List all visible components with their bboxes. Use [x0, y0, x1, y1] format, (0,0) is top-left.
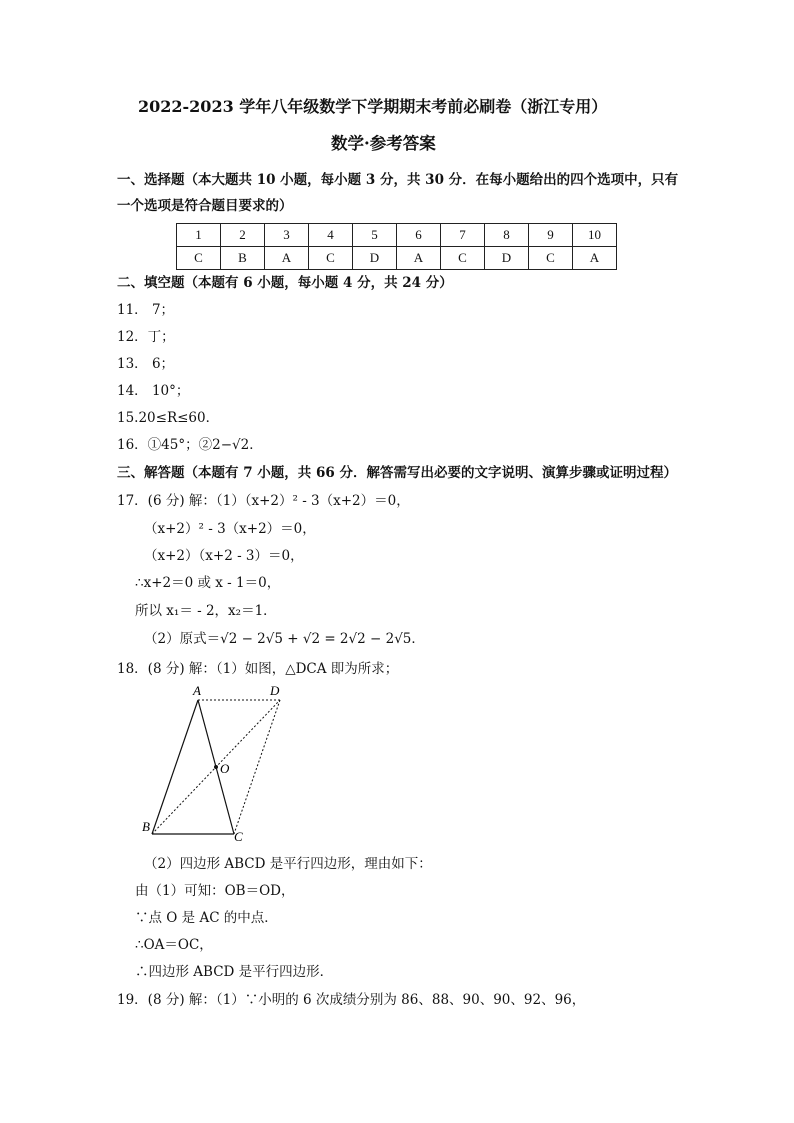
q17-line-3: （x+2）（x+2 - 3）＝0， [144, 548, 304, 564]
table-cell: 8 [485, 224, 529, 247]
table-cell: C [177, 247, 221, 270]
table-cell: C [441, 247, 485, 270]
section2-heading: 二、填空题（本题有 6 小题，每小题 4 分，共 24 分） [117, 275, 453, 291]
q17-line-4: ∴x+2＝0 或 x - 1＝0， [135, 575, 281, 591]
table-cell: A [573, 247, 617, 270]
answer-table-answer-row [177, 247, 617, 270]
section1-heading-line1: 一、选择题（本大题共 10 小题，每小题 3 分，共 30 分．在每小题给出的四个选项中，只有 [117, 172, 679, 188]
table-cell: 7 [441, 224, 485, 247]
table-cell: 3 [265, 224, 309, 247]
section3-heading: 三、解答题（本题有 7 小题，共 66 分．解答需写出必要的文字说明、演算步骤或证明过程） [117, 465, 677, 481]
table-cell: 9 [529, 224, 573, 247]
document-title: 2022-2023 学年八年级数学下学期期末考前必刷卷（浙江专用） [138, 97, 608, 116]
point-o [214, 765, 218, 769]
q18-line-6: ∴四边形 ABCD 是平行四边形． [135, 964, 334, 980]
q17-line-5: 所以 x₁＝ - 2，x₂＝1． [135, 603, 277, 619]
q18-line-5: ∴OA＝OC， [135, 937, 213, 953]
table-cell: D [353, 247, 397, 270]
table-cell: 6 [397, 224, 441, 247]
table-cell: 2 [221, 224, 265, 247]
q17-line-1: 17．(6 分) 解：（1）（x+2）² - 3（x+2）＝0， [117, 493, 410, 509]
answer-line-14: 14． 10°； [117, 383, 190, 399]
table-cell: C [309, 247, 353, 270]
parallelogram-figure [134, 680, 294, 845]
table-cell: A [397, 247, 441, 270]
answer-line-16: 16．①45°；②2−√2． [117, 437, 263, 453]
section1-heading-line2: 一个选项是符合题目要求的） [117, 198, 293, 214]
table-cell: 1 [177, 224, 221, 247]
answer-line-13: 13． 6； [117, 356, 175, 372]
table-cell: C [529, 247, 573, 270]
document-subtitle: 数学·参考答案 [331, 134, 436, 153]
q18-line-3: 由（1）可知：OB＝OD， [135, 883, 295, 899]
label-d: D [270, 683, 280, 698]
q19-line-1: 19．(8 分) 解：（1）∵小明的 6 次成绩分别为 86、88、90、90、92、96， [117, 992, 586, 1008]
q17-line-2: （x+2）² - 3（x+2）＝0， [144, 521, 316, 537]
label-c: C [234, 829, 243, 844]
answer-table [176, 223, 617, 270]
label-a: A [193, 683, 201, 698]
answer-table-number-row [177, 224, 617, 247]
answer-line-15: 15.20≤R≤60． [117, 410, 220, 426]
table-cell: A [265, 247, 309, 270]
segment-ab [152, 700, 198, 834]
table-cell: B [221, 247, 265, 270]
table-cell: D [485, 247, 529, 270]
answer-line-12: 12．丁； [117, 329, 175, 345]
q18-line-2: （2）四边形 ABCD 是平行四边形，理由如下： [144, 856, 432, 872]
q17-line-6: （2）原式＝√2 − 2√5 + √2 = 2√2 − 2√5． [144, 631, 425, 647]
label-o: O [220, 761, 230, 776]
label-b: B [142, 819, 150, 834]
table-cell: 5 [353, 224, 397, 247]
table-cell: 4 [309, 224, 353, 247]
table-cell: 10 [573, 224, 617, 247]
answer-line-11: 11． 7； [117, 302, 175, 318]
segment-dc [234, 700, 280, 834]
q18-line-4: ∵点 O 是 AC 的中点． [135, 910, 278, 926]
q18-line-1: 18．(8 分) 解：（1）如图，△DCA 即为所求； [117, 661, 399, 677]
